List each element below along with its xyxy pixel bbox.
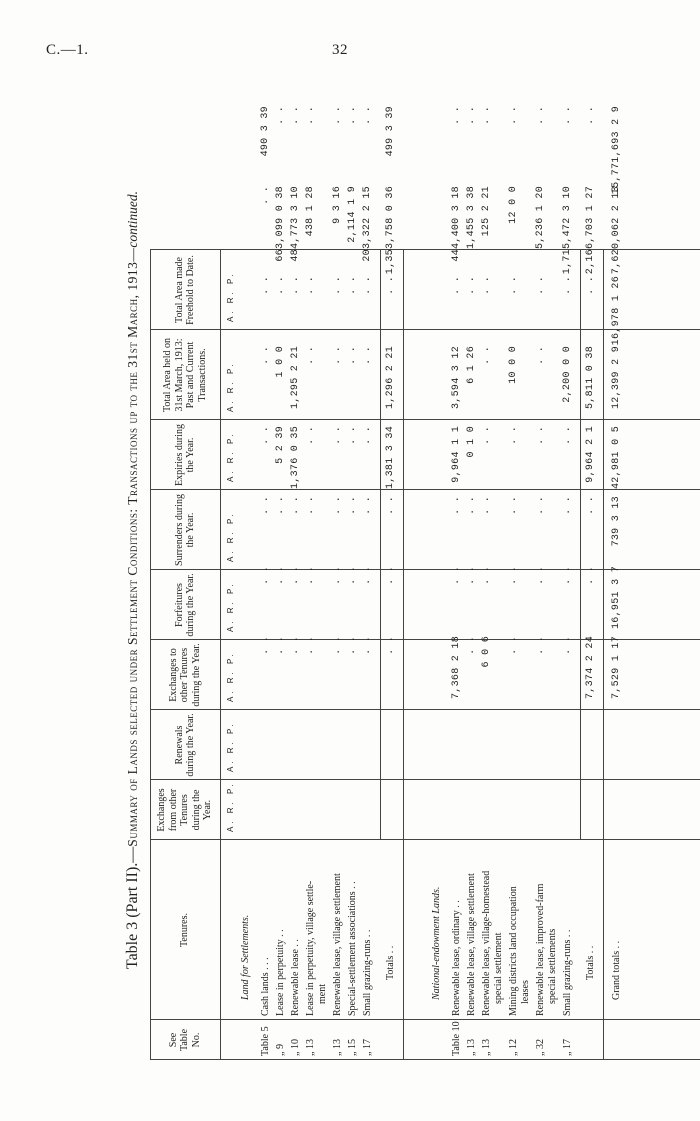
table-cell: . .	[260, 566, 271, 585]
table-cell: . .	[481, 276, 492, 295]
table-cell: . .	[451, 276, 462, 295]
table-cell: . .	[332, 636, 343, 655]
table-cell: 125 2 21	[481, 186, 492, 237]
table-cell: . .	[451, 566, 462, 585]
column-header: Forfeitures during the Year.	[173, 573, 196, 637]
totals-cell: . .	[385, 496, 396, 515]
unit-label: A. R. P.	[226, 651, 235, 702]
table-cell: . .	[260, 426, 271, 445]
table-cell: . .	[562, 636, 573, 655]
table-ref: „ 13	[481, 1039, 492, 1056]
table-cell: 1 0 0	[275, 346, 286, 378]
tenure-label: Renewable lease, ordinary . .	[451, 900, 462, 1016]
table-cell: . .	[562, 276, 573, 295]
table-cell: . .	[332, 426, 343, 445]
table-cell: . .	[508, 566, 519, 585]
table-cell: . .	[535, 276, 546, 295]
column-header: Renewals during the Year.	[173, 713, 196, 777]
table-cell: . .	[347, 106, 358, 125]
tenure-label: Mining districts land occupation	[508, 886, 519, 1016]
tenure-label: Renewable lease, village settlement	[466, 873, 477, 1016]
table-cell: . .	[275, 496, 286, 515]
table-cell: . .	[332, 496, 343, 515]
table-ref: „ 17	[562, 1039, 573, 1056]
table-cell: 1,455 3 38	[466, 186, 477, 250]
grand-totals-cell: 15,771,693 2 9	[611, 106, 622, 195]
table-cell: . .	[362, 566, 373, 585]
grand-totals-cell: 12,399 2 9	[611, 346, 622, 410]
table-ref: „ 13	[332, 1039, 343, 1056]
table-cell: 5 2 39	[275, 426, 286, 464]
column-header: Tenures.	[179, 913, 191, 948]
section-heading: Land for Settlements.	[240, 914, 251, 1000]
rule-subtotal	[580, 250, 581, 840]
unit-label: A. R. P.	[226, 361, 235, 412]
table-cell: 490 3 39	[260, 106, 271, 157]
grand-totals-cell: 16,978 1 26	[611, 276, 622, 346]
unit-label: A. R. P.	[226, 781, 235, 832]
column-header: Exchanges to other Tenures during the Year.	[167, 643, 202, 707]
table-cell: 6 0 6	[481, 636, 492, 668]
table-cell: . .	[260, 186, 271, 205]
table-cell: . .	[290, 636, 301, 655]
table-cell: . .	[332, 106, 343, 125]
column-header: See Table No.	[167, 1028, 202, 1052]
table-cell: . .	[481, 566, 492, 585]
grand-totals-label: Grand totals . .	[611, 940, 622, 1000]
totals-cell: 1,353,758 0 36	[385, 186, 396, 275]
table-cell: . .	[305, 426, 316, 445]
table-cell: . .	[347, 276, 358, 295]
table-cell: . .	[535, 566, 546, 585]
totals-cell: . .	[585, 496, 596, 515]
table-cell: . .	[260, 276, 271, 295]
table-cell: . .	[508, 636, 519, 655]
table-cell: 1,295 2 21	[290, 346, 301, 410]
totals-label: Totals . .	[385, 945, 396, 980]
rule-section	[403, 250, 404, 1060]
table-cell: . .	[466, 636, 477, 655]
rule-column	[150, 419, 700, 420]
table-cell: 9 3 16	[332, 186, 343, 224]
table-cell: . .	[535, 636, 546, 655]
table-cell: . .	[260, 496, 271, 515]
table-ref: „ 13	[466, 1039, 477, 1056]
table-cell: . .	[362, 276, 373, 295]
table-cell: . .	[347, 496, 358, 515]
table-cell: . .	[290, 106, 301, 125]
table-title	[124, 100, 142, 1060]
totals-cell: 5,811 0 38	[585, 346, 596, 410]
tenure-label: Cash lands . . .	[260, 957, 271, 1016]
table-ref: „ 17	[362, 1039, 373, 1056]
table-cell: 6 1 26	[466, 346, 477, 384]
page-code: C.—1.	[46, 42, 89, 58]
table-cell: 12 0 0	[508, 186, 519, 224]
table-cell: 203,322 2 15	[362, 186, 373, 262]
table-cell: . .	[347, 566, 358, 585]
table-ref: „ 9	[275, 1044, 286, 1056]
totals-cell: . .	[385, 636, 396, 655]
totals-cell: . .	[385, 276, 396, 295]
table-ref: „ 32	[535, 1039, 546, 1056]
tenure-label: Renewable lease . .	[290, 939, 301, 1016]
table-ref: „ 13	[305, 1039, 316, 1056]
rule-column	[150, 709, 700, 710]
tenure-label-cont: leases	[520, 980, 531, 1004]
table-cell: . .	[275, 636, 286, 655]
table-cell: . .	[290, 496, 301, 515]
table-cell: . .	[305, 496, 316, 515]
table-cell: . .	[508, 276, 519, 295]
totals-cell: . .	[585, 276, 596, 295]
table-cell: . .	[347, 636, 358, 655]
table-cell: 3,594 3 12	[451, 346, 462, 410]
table-ref: Table 10	[451, 1021, 462, 1056]
table-cell: . .	[275, 276, 286, 295]
table-cell: . .	[481, 346, 492, 365]
table-cell: . .	[362, 496, 373, 515]
table-cell: 1,715,472 3 10	[562, 186, 573, 275]
grand-totals-cell: 16,951 3 7	[611, 566, 622, 630]
totals-cell: 499 3 39	[385, 106, 396, 157]
table-cell: . .	[562, 566, 573, 585]
table-cell: . .	[332, 276, 343, 295]
table-cell: . .	[451, 496, 462, 515]
table-ref: „ 10	[290, 1039, 301, 1056]
rule-column	[150, 1059, 700, 1060]
tenure-label-cont: ment	[317, 984, 328, 1004]
tenure-label: Special-settlement associations . .	[347, 881, 358, 1016]
table-cell: . .	[305, 276, 316, 295]
table-cell: . .	[562, 106, 573, 125]
table-cell: . .	[535, 346, 546, 365]
table-cell: . .	[260, 636, 271, 655]
column-header: Total Area made Freehold to Date.	[173, 255, 196, 325]
table-cell: 1,376 0 35	[290, 426, 301, 490]
totals-cell: 1,381 3 34	[385, 426, 396, 490]
table-cell: 0 1 0	[466, 426, 477, 458]
table-ref: „ 12	[508, 1039, 519, 1056]
table-cell: . .	[535, 106, 546, 125]
table-cell: . .	[305, 346, 316, 365]
table-cell: . .	[305, 566, 316, 585]
totals-cell: 9,964 2 1	[585, 426, 596, 483]
grand-totals-cell: 7,620,062 2 13	[611, 186, 622, 275]
table-cell: . .	[347, 346, 358, 365]
grand-totals-cell: 7,529 1 17	[611, 636, 622, 700]
table-cell: . .	[347, 426, 358, 445]
table-cell: . .	[481, 426, 492, 445]
totals-cell: 2,166,703 1 27	[585, 186, 596, 275]
tenure-label-cont: special settlements	[547, 928, 558, 1004]
table-cell: . .	[481, 106, 492, 125]
page-number: 32	[332, 42, 348, 58]
table-cell: 10 0 0	[508, 346, 519, 384]
table-cell: 438 1 28	[305, 186, 316, 237]
table-ref: Table 5	[260, 1026, 271, 1056]
table-cell: . .	[562, 426, 573, 445]
tenure-label: Lease in perpetuity, village settle-	[305, 880, 316, 1016]
table-cell: . .	[362, 636, 373, 655]
table-title-continued: continued.	[125, 190, 140, 248]
unit-label: A. R. P.	[226, 511, 235, 562]
table-cell: . .	[362, 426, 373, 445]
rotated-table-block	[120, 100, 700, 1060]
grand-totals-cell: 42,981 0 5	[611, 426, 622, 490]
table-title-rest: Summary of Lands selected under Settlement Conditions: Transactions up to the 31st March, 1913—	[125, 247, 140, 847]
table-cell: . .	[466, 496, 477, 515]
table-cell: . .	[305, 106, 316, 125]
unit-label: A. R. P.	[226, 431, 235, 482]
table-cell: 5,236 1 20	[535, 186, 546, 250]
table-cell: . .	[481, 496, 492, 515]
table-cell: . .	[290, 566, 301, 585]
totals-label: Totals . .	[585, 945, 596, 980]
unit-label: A. R. P.	[226, 581, 235, 632]
rule-column	[150, 839, 700, 840]
table-cell: . .	[332, 566, 343, 585]
table-cell: . .	[535, 496, 546, 515]
table-cell: . .	[466, 276, 477, 295]
table-cell: 7,368 2 18	[451, 636, 462, 700]
table-cell: . .	[508, 496, 519, 515]
table-cell: 663,099 0 38	[275, 186, 286, 262]
rule-subtotal	[380, 250, 381, 840]
table-cell: . .	[275, 566, 286, 585]
rule-header	[220, 250, 221, 1060]
rule-column	[150, 489, 700, 490]
table-cell: . .	[275, 106, 286, 125]
totals-cell: . .	[585, 566, 596, 585]
rule-section	[603, 250, 604, 1060]
table-cell: . .	[508, 106, 519, 125]
table-cell: . .	[466, 106, 477, 125]
table-cell: . .	[362, 346, 373, 365]
table-cell: 484,773 3 10	[290, 186, 301, 262]
totals-cell: 7,374 2 24	[585, 636, 596, 700]
table-cell: 9,964 1 1	[451, 426, 462, 483]
tenure-label-cont: special settlement	[493, 932, 504, 1004]
column-header: Surrenders during the Year.	[173, 494, 196, 566]
column-header: Expiries during the Year.	[173, 424, 196, 486]
table-ref: „ 15	[347, 1039, 358, 1056]
tenure-label: Renewable lease, improved-farm	[535, 883, 546, 1016]
table-cell: . .	[260, 346, 271, 365]
grand-totals-cell: 739 3 13	[611, 496, 622, 547]
unit-label: A. R. P.	[226, 721, 235, 772]
column-header: Total Area held on 31st March, 1913: Past and Current Transactions.	[162, 338, 208, 412]
column-header: Exchanges from other Tenures during the Year.	[156, 788, 214, 832]
section-heading: National-endowment Lands.	[431, 886, 442, 1000]
table-cell: . .	[562, 496, 573, 515]
table-cell: 2,114 1 9	[347, 186, 358, 243]
tenure-label: Small grazing-runs . .	[362, 929, 373, 1016]
table-cell: . .	[290, 276, 301, 295]
table-cell: 2,200 0 0	[562, 346, 573, 403]
rule-column	[150, 1019, 700, 1020]
rule-column	[150, 779, 700, 780]
table-cell: . .	[466, 566, 477, 585]
totals-cell: 1,296 2 21	[385, 346, 396, 410]
tenure-label: Renewable lease, village-homestead	[481, 870, 492, 1016]
table-cell: . .	[362, 106, 373, 125]
unit-label: A. R. P.	[226, 271, 235, 322]
summary-table	[150, 100, 700, 1060]
table-cell: . .	[535, 426, 546, 445]
table-cell: . .	[332, 346, 343, 365]
table-cell: . .	[451, 106, 462, 125]
tenure-label: Lease in perpetuity . .	[275, 929, 286, 1016]
table-cell: . .	[508, 426, 519, 445]
table-title-main: Table 3 (Part II).—	[124, 846, 141, 970]
tenure-label: Renewable lease, village settlement	[332, 873, 343, 1016]
totals-cell: . .	[585, 106, 596, 125]
table-cell: 444,400 3 18	[451, 186, 462, 262]
table-cell: . .	[305, 636, 316, 655]
totals-cell: . .	[385, 566, 396, 585]
tenure-label: Small grazing-runs . .	[562, 929, 573, 1016]
